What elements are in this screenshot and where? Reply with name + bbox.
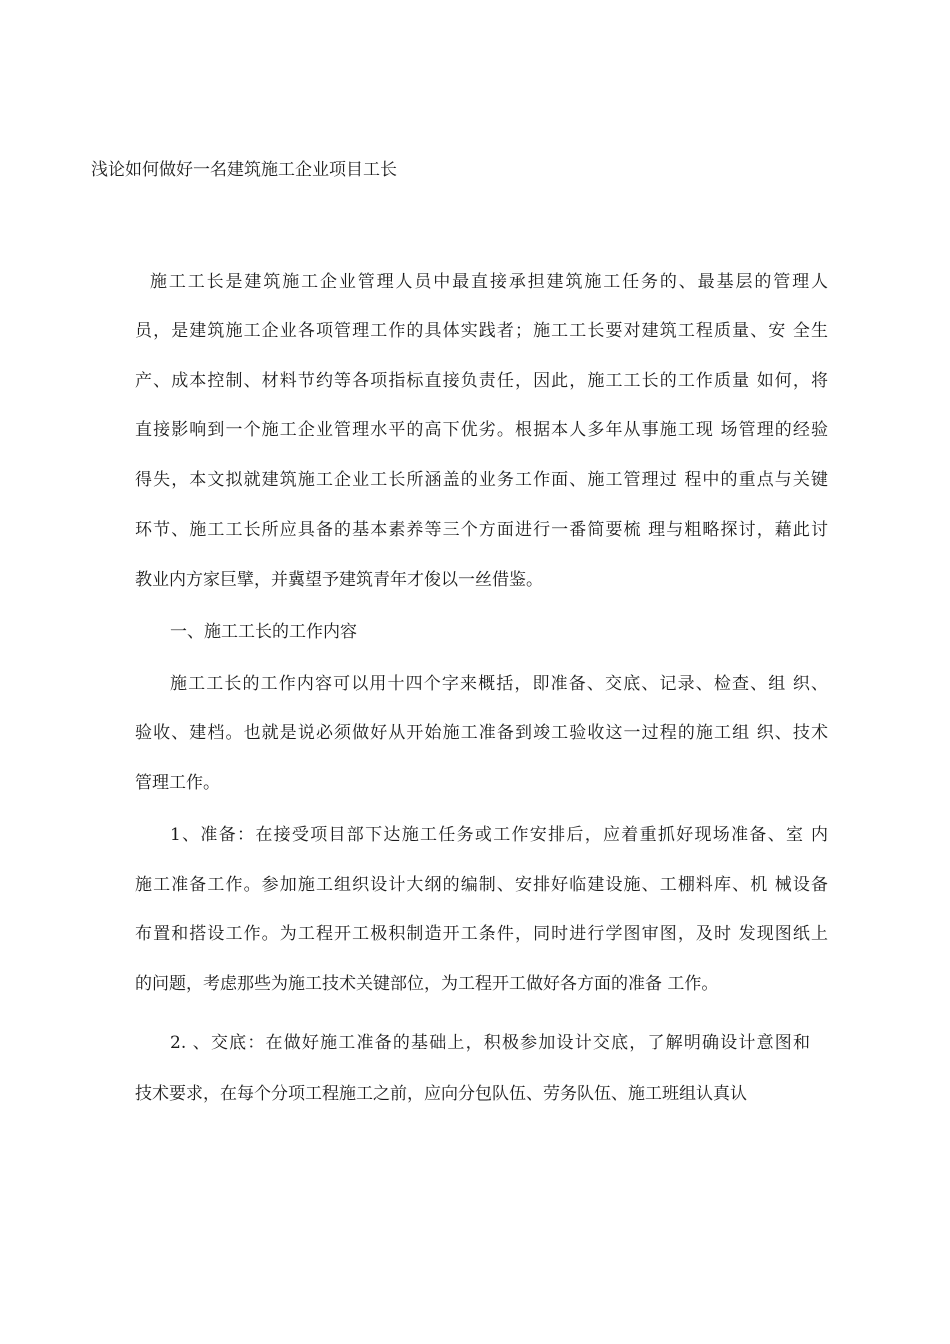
paragraph-line: 布置和搭设工作。为工程开工极积制造开工条件，同时进行学图审图，及时 发现图纸上 [135, 924, 828, 944]
paragraph-line: 验收、建档。也就是说必须做好从开始施工准备到竣工验收这一过程的施工组 织、技术 [135, 723, 828, 743]
paragraph-line: 1、准备：在接受项目部下达施工任务或工作安排后，应着重抓好现场准备、室 内 [170, 825, 828, 845]
paragraph-line: 直接影响到一个施工企业管理水平的高下优劣。根据本人多年从事施工现 场管理的经验 [135, 420, 828, 440]
paragraph-line: 的问题，考虑那些为施工技术关键部位，为工程开工做好各方面的准备 工作。 [135, 974, 719, 994]
paragraph-line: 施工准备工作。参加施工组织设计大纲的编制、安排好临建设施、工棚料库、机 械设备 [135, 875, 828, 895]
paragraph-line: 教业内方家巨擘，并冀望予建筑青年才俊以一丝借鉴。 [135, 570, 543, 590]
paragraph-line: 施工工长是建筑施工企业管理人员中最直接承担建筑施工任务的、最基层的管理人 [150, 272, 828, 292]
paragraph-line: 施工工长的工作内容可以用十四个字来概括，即准备、交底、记录、检查、组 织、 [170, 674, 828, 694]
section-heading: 一、施工工长的工作内容 [170, 622, 357, 642]
paragraph-line: 环节、施工工长所应具备的基本素养等三个方面进行一番简要梳 理与粗略探讨，藉此讨 [135, 520, 828, 540]
document-title: 浅论如何做好一名建筑施工企业项目工长 [91, 160, 397, 180]
paragraph-line: 技术要求，在每个分项工程施工之前，应向分包队伍、劳务队伍、施工班组认真认 [135, 1084, 747, 1104]
paragraph-line: 2. 、交底：在做好施工准备的基础上，积极参加设计交底，了解明确设计意图和 [170, 1033, 810, 1053]
paragraph-line: 管理工作。 [135, 773, 220, 793]
paragraph-line: 员，是建筑施工企业各项管理工作的具体实践者；施工工长要对建筑工程质量、安 全生 [135, 321, 828, 341]
paragraph-line: 得失，本文拟就建筑施工企业工长所涵盖的业务工作面、施工管理过 程中的重点与关键 [135, 470, 828, 490]
paragraph-line: 产、成本控制、材料节约等各项指标直接负责任，因此，施工工长的工作质量 如何，将 [135, 371, 828, 391]
